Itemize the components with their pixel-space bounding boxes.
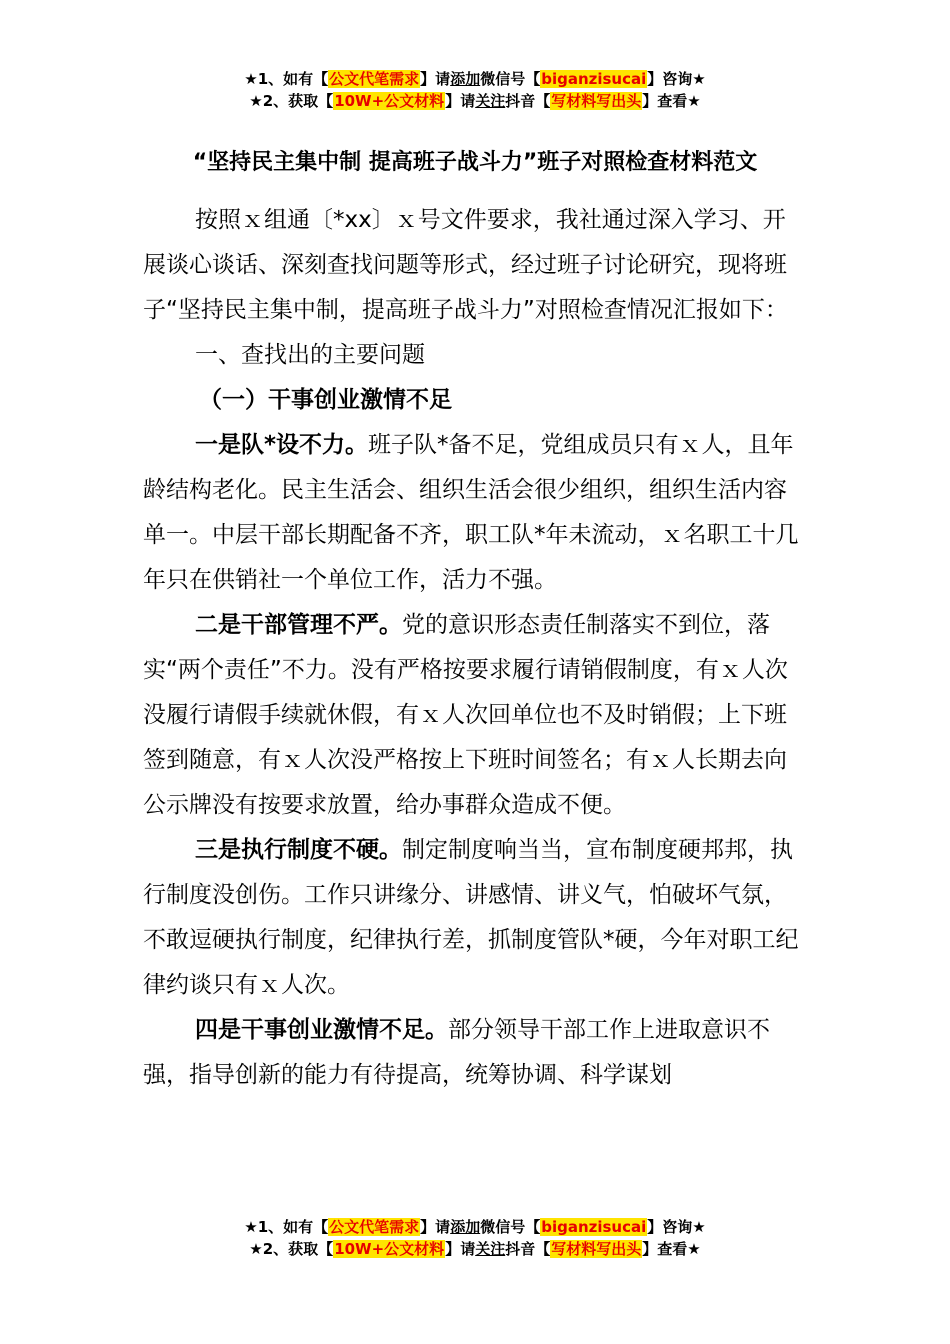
- banner-underline: 添加: [450, 70, 481, 88]
- item-text: 部分领导干部工作上进取意识不强，指导创新的能力有待提高，统筹协调、科学谋划: [143, 1017, 770, 1088]
- item-text: 班子队*备不足，党组成员只有ｘ人，且年龄结构老化。民主生活会、组织生活会很少组织，组织生活内容单一。中层干部长期配备不齐，职工队*年未流动，ｘ名职工十几年只在供销社一个单位工作，活力不强。: [143, 432, 799, 593]
- banner-underline: 添加: [450, 1218, 481, 1236]
- item-text: 制定制度响当当，宣布制度硬邦邦，执行制度没创伤。工作只讲缘分、讲感情、讲义气，怕破坏气氛，不敢逗硬执行制度，纪律执行差，抓制度管队*硬，今年对职工纪律约谈只有ｘ人次。: [143, 837, 799, 998]
- banner-text: ★2、获取【: [249, 92, 334, 110]
- banner-highlight: 公文代笔需求: [329, 70, 420, 88]
- item-lead: 一是队*设不力。: [195, 432, 369, 458]
- item-lead: 四是干事创业激情不足。: [195, 1017, 448, 1043]
- banner-text: 】请: [420, 70, 451, 88]
- banner-highlight: 公文代笔需求: [329, 1218, 420, 1236]
- banner-text: ★1、如有【: [244, 1218, 329, 1236]
- banner-text: 】请: [445, 92, 476, 110]
- banner-line-1: [0, 68, 950, 90]
- item-paragraph: [143, 423, 807, 603]
- banner-text: 】咨询★: [647, 1218, 706, 1236]
- item-paragraph: [143, 828, 807, 1008]
- banner-highlight: 10W+公文材料: [334, 1240, 445, 1258]
- subsection-heading: （一）干事创业激情不足: [199, 387, 452, 413]
- banner-highlight: 写材料写出头: [551, 1240, 642, 1258]
- banner-line-2: [0, 90, 950, 112]
- banner-text: 抖音【: [505, 1240, 551, 1258]
- banner-text: ★1、如有【: [244, 70, 329, 88]
- banner-highlight: 10W+公文材料: [334, 92, 445, 110]
- banner-text: 微信号【: [480, 70, 541, 88]
- banner-highlight: 写材料写出头: [551, 92, 642, 110]
- item-paragraph: [143, 1008, 807, 1098]
- banner-underline: 关注: [475, 1240, 506, 1258]
- intro-paragraph: 按照ｘ组通〔*xx〕ｘ号文件要求，我社通过深入学习、开展谈心谈话、深刻查找问题等形式，经过班子讨论研究，现将班子“坚持民主集中制，提高班子战斗力”对照检查情况汇报如下：: [143, 207, 788, 323]
- banner-line-1: [0, 1216, 950, 1238]
- section-heading: 一、查找出的主要问题: [195, 342, 425, 368]
- banner-text: 微信号【: [480, 1218, 541, 1236]
- document-title: “坚持民主集中制 提高班子战斗力”班子对照检查材料范文: [192, 150, 758, 175]
- header-banner: [0, 68, 950, 112]
- banner-text: 】查看★: [642, 92, 701, 110]
- banner-text: 】请: [420, 1218, 451, 1236]
- document-body: [143, 198, 807, 1098]
- banner-line-2: [0, 1238, 950, 1260]
- banner-text: 抖音【: [505, 92, 551, 110]
- item-lead: 三是执行制度不硬。: [195, 837, 402, 863]
- banner-text: 】查看★: [642, 1240, 701, 1258]
- banner-text: ★2、获取【: [249, 1240, 334, 1258]
- banner-highlight: biganzisucai: [541, 70, 647, 88]
- banner-highlight: biganzisucai: [541, 1218, 647, 1236]
- item-lead: 二是干部管理不严。: [195, 612, 402, 638]
- item-paragraph: [143, 603, 807, 828]
- banner-text: 】请: [445, 1240, 476, 1258]
- footer-banner: [0, 1216, 950, 1260]
- banner-text: 】咨询★: [647, 70, 706, 88]
- item-text: 党的意识形态责任制落实不到位，落实“两个责任”不力。没有严格按要求履行请销假制度，有ｘ人次没履行请假手续就休假，有ｘ人次回单位也不及时销假；上下班签到随意，有ｘ人次没严格按上下班时间签名；有ｘ人长期去向公示牌没有按要求放置，给办事群众造成不便。: [143, 612, 788, 818]
- banner-underline: 关注: [475, 92, 506, 110]
